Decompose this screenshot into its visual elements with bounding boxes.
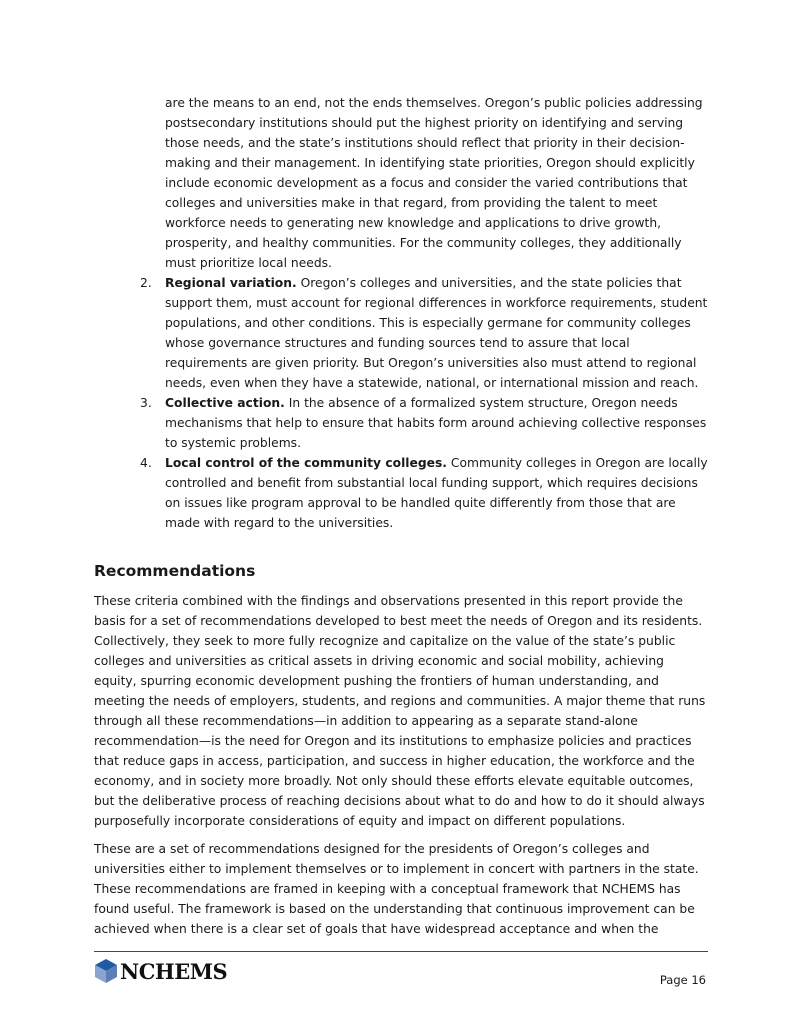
nchems-logo — [94, 958, 227, 984]
list-number: 2. — [140, 276, 152, 290]
list-item-text: Community colleges in Oregon are locally controlled and benefit from substantial local funding support, which requires decisions on issues like program approval to be handled quite differently from those that are made with regard to the universities. — [165, 456, 708, 530]
list-item-title: Regional variation. — [165, 276, 297, 290]
list-item — [94, 273, 708, 393]
list-item-continuation: are the means to an end, not the ends themselves. Oregon’s public policies addressing postsecondary institutions should put the highest priority on identifying and serving those needs, and the state’s institutions should reflect that priority in their decision-making and their management. In identifying state priorities, Oregon should explicitly include economic development as a focus and consider the varied contributions that colleges and universities make in that regard, from providing the talent to meet workforce needs to generating new knowledge and applications to drive growth, prosperity, and healthy communities. For the community colleges, they additionally must prioritize local needs. — [165, 96, 703, 270]
paragraph: These criteria combined with the findings and observations presented in this report provide the basis for a set of recommendations developed to best meet the needs of Oregon and its residents. Collectively, they seek to more fully recognize and capitalize on the value of the state’s public colleges and universities as critical assets in driving economic and social mobility, achieving equity, spurring economic development pushing the frontiers of human understanding, and meeting the needs of employers, students, and regions and communities. A major theme that runs through all these recommendations—in addition to appearing as a separate stand-alone recommendation—is the need for Oregon and its institutions to emphasize policies and practices that reduce gaps in access, participation, and success in higher education, the workforce and the economy, and in society more broadly. Not only should these efforts elevate equitable outcomes, but the deliberative process of reaching decisions about what to do and how to do it should always purposefully incorporate considerations of equity and impact on different populations. — [94, 594, 706, 828]
list-number: 3. — [140, 396, 152, 410]
list-item-title: Local control of the community colleges. — [165, 456, 447, 470]
list-item — [94, 453, 708, 533]
list-number: 4. — [140, 456, 152, 470]
list-item-text: In the absence of a formalized system structure, Oregon needs mechanisms that help to ensure that habits form around achieving collective responses to systemic problems. — [165, 396, 707, 450]
criteria-list — [94, 273, 708, 533]
footer-rule — [94, 951, 708, 952]
logo-text: NCHEMS — [120, 958, 228, 984]
list-item-text: Oregon’s colleges and universities, and the state policies that support them, must account for regional differences in workforce requirements, student populations, and other conditions. This is especially germane for community colleges whose governance structures and funding sources tend to assure that local requirements are given priority. But Oregon’s universities also must attend to regional needs, even when they have a statewide, national, or international mission and reach. — [165, 276, 708, 390]
paragraph: These are a set of recommendations designed for the presidents of Oregon’s colleges and universities either to implement themselves or to implement in concert with partners in the state. These recommendations are framed in keeping with a conceptual framework that NCHEMS has found useful. The framework is based on the understanding that continuous improvement can be achieved when there is a clear set of goals that have widespread acceptance and when the — [94, 842, 699, 936]
section-heading: Recommendations — [94, 562, 256, 580]
list-item — [94, 393, 708, 453]
list-item-title: Collective action. — [165, 396, 285, 410]
cube-icon — [94, 958, 118, 984]
page-number: Page 16 — [659, 973, 706, 987]
page-body — [94, 93, 708, 947]
